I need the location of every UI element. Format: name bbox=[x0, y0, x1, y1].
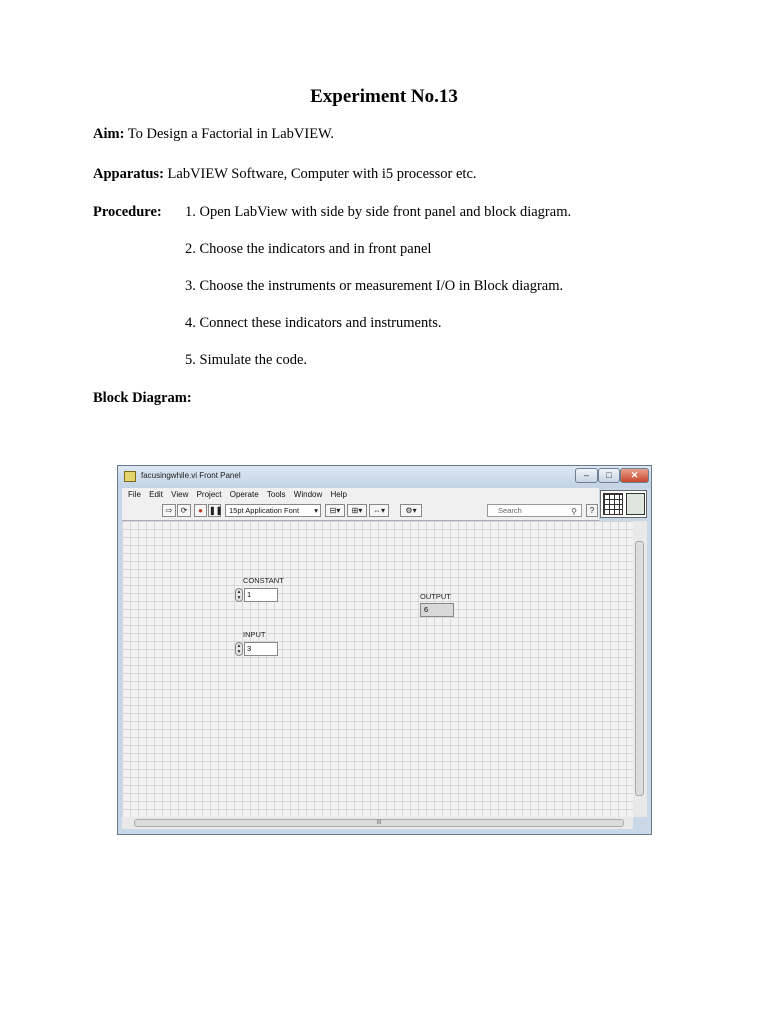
vertical-scroll-thumb[interactable] bbox=[635, 541, 644, 796]
maximize-button[interactable]: □ bbox=[598, 468, 620, 483]
procedure-step-1: 1. Open LabView with side by side front panel and block diagram. bbox=[185, 204, 572, 220]
output-label: OUTPUT bbox=[420, 592, 451, 601]
search-placeholder: Search bbox=[498, 506, 522, 515]
toolbar bbox=[122, 502, 599, 521]
front-panel-canvas[interactable] bbox=[122, 521, 633, 817]
procedure-label: Procedure: bbox=[93, 204, 162, 220]
search-input[interactable] bbox=[487, 504, 582, 517]
input-increment-decrement[interactable]: ▲ ▼ bbox=[236, 643, 242, 655]
aim-line bbox=[93, 126, 334, 143]
menu-edit[interactable]: Edit bbox=[149, 490, 163, 499]
horizontal-scroll-thumb[interactable]: III bbox=[134, 819, 624, 827]
constant-label: CONSTANT bbox=[243, 576, 284, 585]
procedure-step-5: 5. Simulate the code. bbox=[185, 352, 308, 368]
minimize-button[interactable]: – bbox=[575, 468, 598, 483]
resize-objects-icon[interactable]: ⇔▾ bbox=[369, 504, 389, 517]
aim-label: Aim: bbox=[93, 126, 125, 142]
constant-numeric-control[interactable]: 1 bbox=[244, 588, 278, 602]
procedure-step-4: 4. Connect these indicators and instruments. bbox=[185, 315, 442, 331]
window-title: facusingwhile.vi Front Panel bbox=[141, 471, 241, 480]
vertical-scrollbar[interactable] bbox=[633, 521, 647, 817]
labview-front-panel-window bbox=[117, 465, 652, 835]
input-label: INPUT bbox=[243, 630, 266, 639]
procedure-step-2: 2. Choose the indicators and in front panel bbox=[185, 241, 432, 257]
page-title: Experiment No.13 bbox=[310, 86, 458, 107]
font-select-value: 15pt Application Font bbox=[229, 506, 300, 515]
close-button[interactable]: ✕ bbox=[620, 468, 649, 483]
apparatus-text: LabVIEW Software, Computer with i5 processor etc. bbox=[167, 166, 477, 182]
aim-text: To Design a Factorial in LabVIEW. bbox=[127, 126, 335, 142]
menu-project[interactable]: Project bbox=[196, 490, 222, 499]
run-arrow-icon[interactable]: ⇨ bbox=[162, 504, 176, 517]
window-titlebar[interactable] bbox=[118, 466, 651, 488]
distribute-objects-icon[interactable]: ⊞▾ bbox=[347, 504, 367, 517]
abort-stop-icon[interactable]: ● bbox=[194, 504, 207, 517]
menu-operate[interactable]: Operate bbox=[229, 490, 259, 499]
apparatus-label: Apparatus: bbox=[93, 166, 164, 182]
input-numeric-control[interactable]: 3 bbox=[244, 642, 278, 656]
run-continuously-icon[interactable]: ⟳ bbox=[177, 504, 191, 517]
menu-file[interactable]: File bbox=[128, 490, 141, 499]
constant-increment-decrement[interactable]: ▲ ▼ bbox=[236, 589, 242, 601]
procedure-step-3: 3. Choose the instruments or measurement I/O in Block diagram. bbox=[185, 278, 564, 294]
align-objects-icon[interactable]: ⊟▾ bbox=[325, 504, 345, 517]
horizontal-scrollbar[interactable] bbox=[122, 817, 633, 829]
block-diagram-heading: Block Diagram: bbox=[93, 390, 192, 406]
chevron-down-icon: ▾ bbox=[314, 506, 318, 515]
vi-icon[interactable] bbox=[626, 493, 645, 515]
connector-and-icon-pane[interactable] bbox=[600, 490, 647, 518]
menu-help[interactable]: Help bbox=[330, 490, 347, 499]
labview-app-icon bbox=[124, 471, 136, 482]
apparatus-line bbox=[93, 166, 477, 183]
output-numeric-indicator: 6 bbox=[420, 603, 454, 617]
font-select[interactable] bbox=[225, 504, 321, 517]
menu-tools[interactable]: Tools bbox=[266, 490, 286, 499]
menu-window[interactable]: Window bbox=[293, 490, 323, 499]
connector-pane-icon[interactable] bbox=[603, 493, 623, 515]
magnifier-icon[interactable]: ⚲ bbox=[571, 507, 577, 516]
menu-view[interactable]: View bbox=[171, 490, 189, 499]
menu-bar bbox=[122, 488, 599, 502]
pause-icon[interactable]: ❚❚ bbox=[209, 506, 223, 515]
reorder-icon[interactable]: ⚙▾ bbox=[400, 504, 422, 517]
context-help-icon[interactable]: ? bbox=[586, 504, 598, 517]
